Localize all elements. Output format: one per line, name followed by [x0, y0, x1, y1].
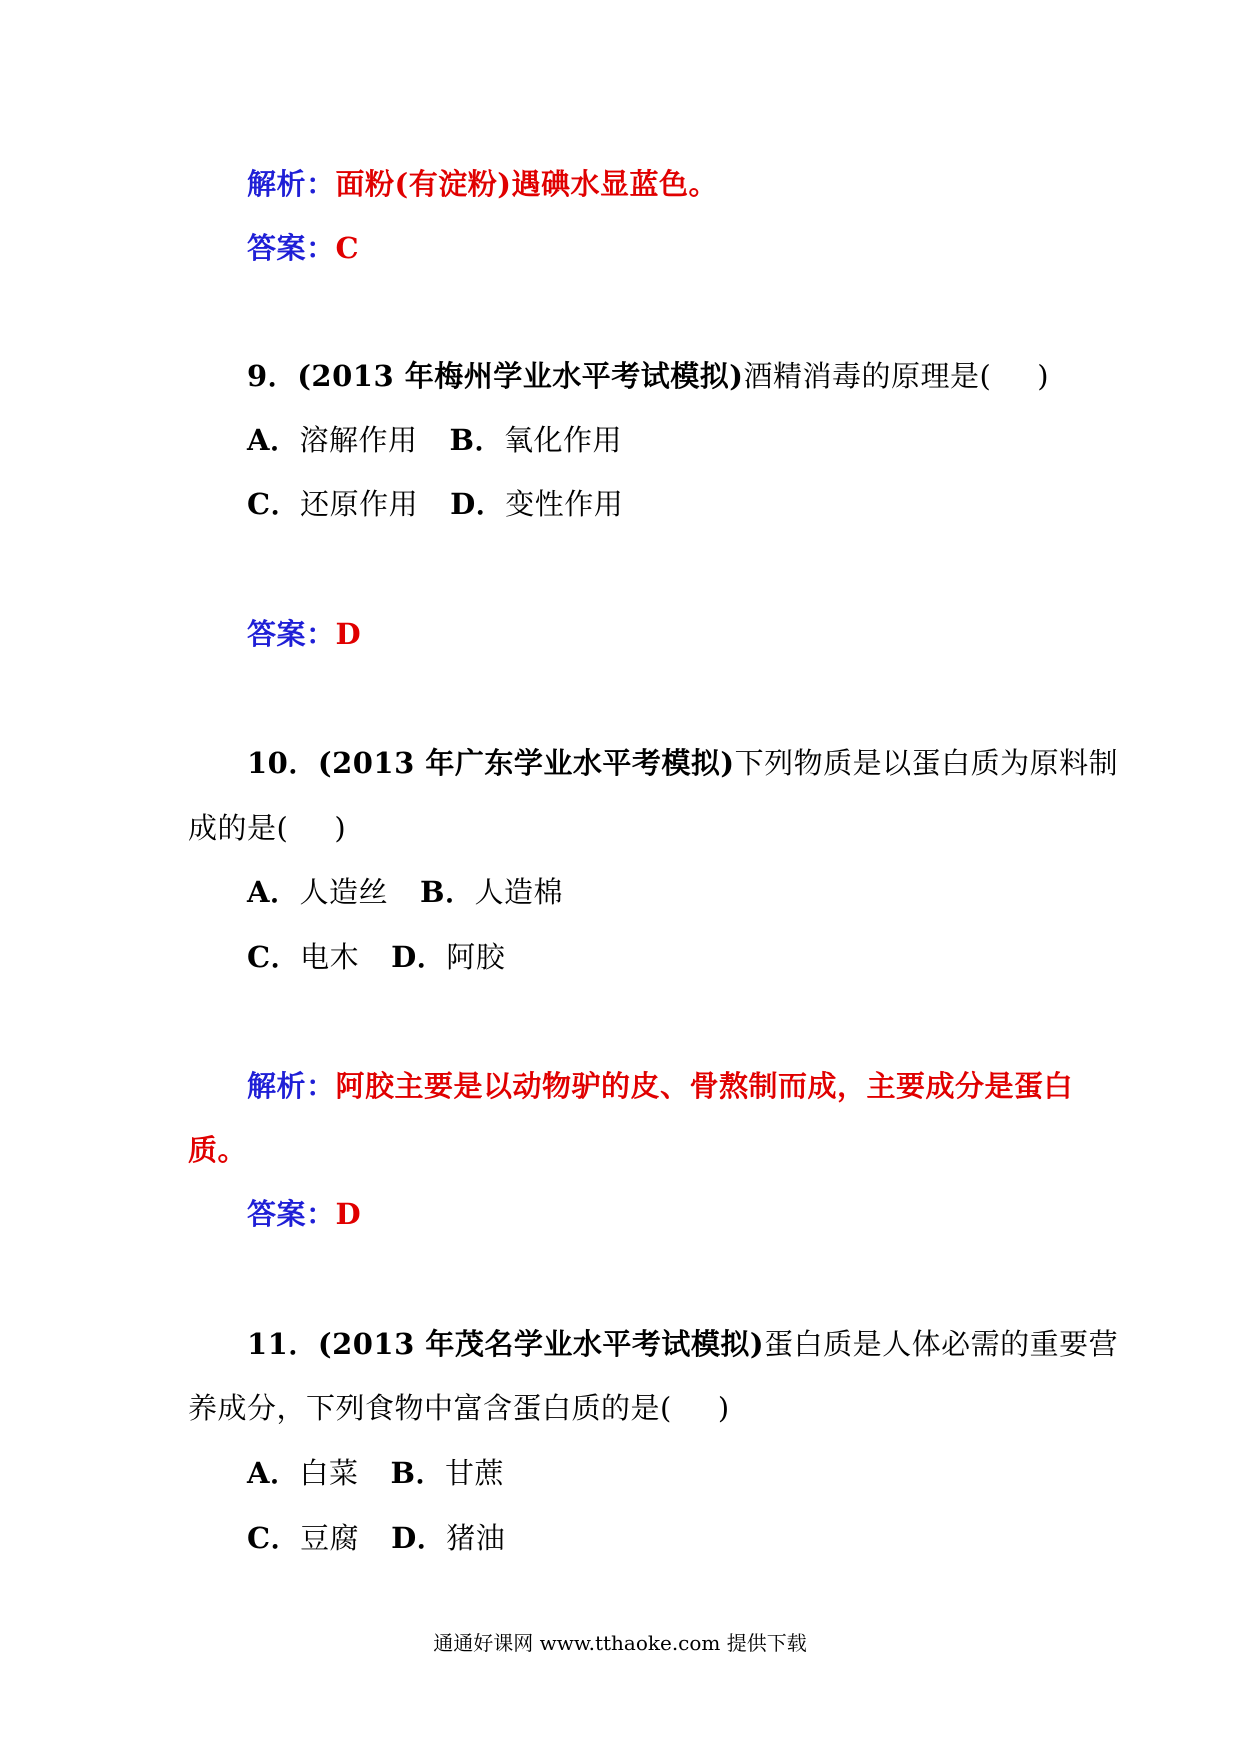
q8-analysis [247, 166, 718, 202]
question-source: (2013 年茂名学业水平考试模拟) [317, 1327, 765, 1361]
q10-analysis-line-1 [247, 1068, 1073, 1104]
q11-options-row-2 [247, 1520, 505, 1556]
q11-stem-line-1 [247, 1326, 1118, 1362]
option-text: 溶解作用 [299, 423, 418, 457]
option-letter: C． [247, 1521, 301, 1555]
option-text: 白菜 [299, 1456, 359, 1490]
question-source: (2013 年梅州学业水平考试模拟) [297, 359, 744, 393]
option-text: 猪油 [446, 1521, 506, 1555]
q10-options-row-2 [247, 939, 505, 975]
analysis-text: 质。 [188, 1133, 248, 1167]
stem-close: ) [1037, 359, 1050, 393]
option-text: 人造棉 [474, 875, 564, 909]
question-number: 10． [247, 746, 318, 780]
q10-stem-line-2 [188, 810, 346, 846]
option-text: 阿胶 [446, 940, 506, 974]
q10-stem-line-1 [247, 745, 1118, 781]
option-letter: C． [247, 487, 301, 521]
analysis-text: 阿胶主要是以动物驴的皮、骨熬制而成，主要成分是蛋白 [335, 1069, 1074, 1103]
option-text: 人造丝 [299, 875, 389, 909]
page-footer: 通通好课网 www.tthaoke.com 提供下载 [433, 1631, 807, 1655]
option-letter: A． [247, 875, 300, 909]
answer-value: C [335, 231, 360, 265]
analysis-label: 解析： [247, 1069, 336, 1103]
option-letter: D． [391, 1521, 447, 1555]
option-letter: B． [420, 875, 475, 909]
analysis-label: 解析： [247, 167, 336, 201]
option-letter: A． [247, 1456, 300, 1490]
question-number: 9． [247, 359, 298, 393]
answer-value: D [335, 617, 362, 651]
option-text: 氧化作用 [504, 423, 623, 457]
option-letter: B． [390, 1456, 446, 1490]
q10-analysis-line-2 [188, 1132, 247, 1168]
q8-answer [247, 230, 359, 266]
q11-options-row-1 [247, 1455, 504, 1491]
question-stem: 蛋白质是人体必需的重要营 [764, 1327, 1119, 1361]
question-stem: 成的是( [188, 811, 289, 845]
q9-options-row-2 [247, 486, 623, 522]
answer-label: 答案： [247, 231, 336, 265]
option-text: 变性作用 [505, 487, 624, 521]
q10-options-row-1 [247, 874, 563, 910]
answer-label: 答案： [247, 617, 336, 651]
option-text: 还原作用 [300, 487, 419, 521]
option-text: 甘蔗 [445, 1456, 505, 1490]
option-letter: C． [247, 940, 301, 974]
q9-stem [247, 358, 1049, 394]
option-letter: A． [247, 423, 300, 457]
q11-stem-line-2 [188, 1390, 730, 1426]
option-letter: D． [450, 487, 506, 521]
answer-value: D [335, 1197, 362, 1231]
question-stem: 酒精消毒的原理是( [743, 359, 992, 393]
question-stem: 下列物质是以蛋白质为原料制 [734, 746, 1119, 780]
option-text: 豆腐 [300, 1521, 360, 1555]
question-stem: 养成分，下列食物中富含蛋白质的是( [188, 1391, 672, 1425]
option-text: 电木 [300, 940, 360, 974]
q9-answer [247, 616, 361, 652]
stem-close: ) [334, 811, 347, 845]
analysis-text: 面粉(有淀粉)遇碘水显蓝色。 [335, 167, 718, 201]
option-letter: D． [391, 940, 447, 974]
q9-options-row-1 [247, 422, 622, 458]
answer-label: 答案： [247, 1197, 336, 1231]
question-source: (2013 年广东学业水平考模拟) [317, 746, 735, 780]
q10-answer [247, 1196, 361, 1232]
option-letter: B． [449, 423, 505, 457]
stem-close: ) [717, 1391, 730, 1425]
question-number: 11． [247, 1327, 318, 1361]
